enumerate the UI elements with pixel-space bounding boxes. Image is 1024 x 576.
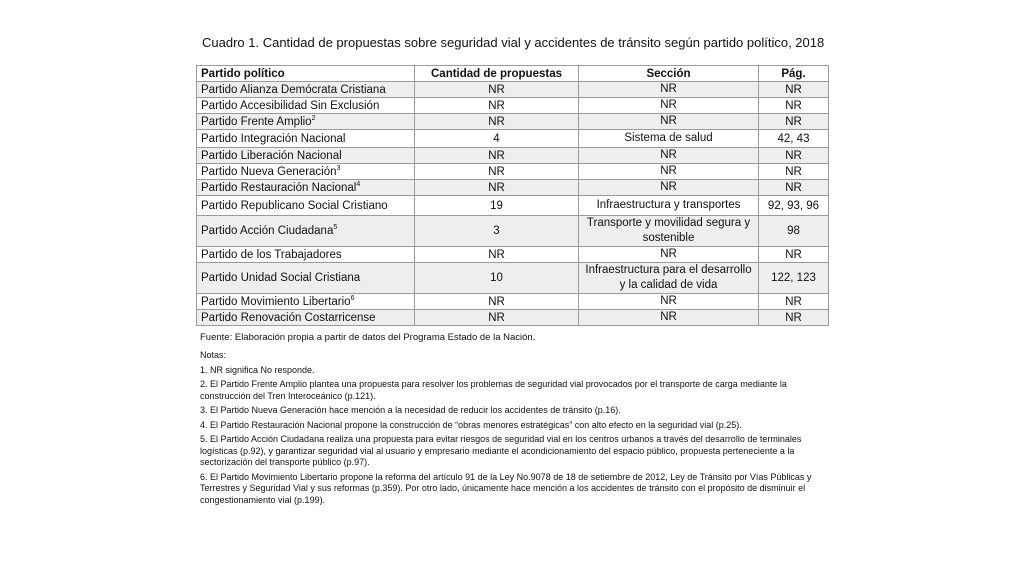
cell-party	[197, 164, 415, 180]
cell-count: NR	[415, 180, 579, 196]
footnote-marker: 3	[336, 164, 341, 172]
cell-section: Infraestructura para el desarrollo y la calidad de vida	[579, 263, 759, 294]
party-name: Partido Republicano Social Cristiano	[201, 199, 388, 212]
header-section: Sección	[579, 66, 759, 82]
cell-section: NR	[579, 310, 759, 326]
cell-page: NR	[759, 180, 829, 196]
cell-count: NR	[415, 164, 579, 180]
header-page: Pág.	[759, 66, 829, 82]
party-name: Partido Unidad Social Cristiana	[201, 272, 361, 284]
cell-party	[197, 98, 415, 114]
document	[196, 30, 828, 509]
cell-count: 4	[415, 130, 579, 148]
cell-section: NR	[579, 180, 759, 196]
party-name: Partido Nueva Generación	[201, 165, 337, 178]
cell-count: 10	[415, 263, 579, 294]
note-item: 1. NR significa No responde.	[200, 364, 315, 375]
cell-party	[197, 310, 415, 326]
cell-count: NR	[415, 148, 579, 164]
cell-section: NR	[579, 82, 759, 98]
cell-section: NR	[579, 148, 759, 164]
table-row	[197, 148, 829, 164]
proposals-table	[196, 65, 829, 326]
cell-count: NR	[415, 310, 579, 326]
note-item: 3. El Partido Nueva Generación hace mención a la necesidad de reducir los accidentes de tránsito (p.16).	[200, 405, 621, 415]
table-row	[197, 196, 829, 216]
notes-list	[200, 365, 828, 507]
header-count: Cantidad de propuestas	[415, 66, 579, 82]
cell-page: NR	[759, 98, 829, 114]
note-item: 4. El Partido Restauración Nacional propone la construcción de “obras menores estratégicas” con alto efecto en la seguridad vial (p.25).	[200, 419, 742, 430]
party-name: Partido Accesibilidad Sin Exclusión	[201, 99, 380, 112]
cell-page: NR	[759, 294, 829, 310]
cell-section: NR	[579, 114, 759, 130]
cell-page: NR	[759, 148, 829, 164]
party-name: Partido Alianza Demócrata Cristiana	[201, 83, 386, 96]
party-name: Partido Integración Nacional	[201, 132, 346, 145]
cell-section: NR	[579, 164, 759, 180]
cell-section: NR	[579, 247, 759, 263]
cell-page: NR	[759, 310, 829, 326]
cell-party	[197, 114, 415, 130]
cell-section: NR	[579, 294, 759, 310]
cell-party	[197, 82, 415, 98]
cell-page: NR	[759, 114, 829, 130]
table-row	[197, 130, 829, 148]
party-name: Partido Acción Ciudadana	[201, 225, 334, 237]
cell-page: NR	[759, 164, 829, 180]
cell-party	[197, 247, 415, 263]
cell-count: NR	[415, 82, 579, 98]
table-row	[197, 310, 829, 326]
table-row	[197, 114, 829, 130]
cell-page: 98	[759, 216, 829, 247]
party-name: Partido de los Trabajadores	[201, 248, 342, 261]
cell-party	[197, 294, 415, 310]
party-name: Partido Liberación Nacional	[201, 149, 342, 162]
table-row	[197, 263, 829, 294]
source-note: Fuente: Elaboración propia a partir de datos del Programa Estado de la Nación.	[200, 332, 536, 343]
cell-page: 42, 43	[759, 130, 829, 148]
cell-count: NR	[415, 247, 579, 263]
cell-party	[197, 196, 415, 216]
table-row	[197, 216, 829, 247]
header-party: Partido político	[197, 66, 415, 82]
table-header-row	[197, 66, 829, 82]
notes-section	[200, 350, 828, 506]
footnote-marker: 5	[333, 224, 338, 232]
cell-section: Sistema de salud	[579, 130, 759, 148]
cell-count: 3	[415, 216, 579, 247]
cell-count: NR	[415, 98, 579, 114]
cell-party	[197, 263, 415, 294]
cell-page: 122, 123	[759, 263, 829, 294]
footnote-marker: 4	[356, 180, 361, 188]
cell-page: 92, 93, 96	[759, 196, 829, 216]
cell-section: Infraestructura y transportes	[579, 196, 759, 216]
table-body	[197, 82, 829, 326]
table-row	[197, 180, 829, 196]
note-item: 2. El Partido Frente Amplio plantea una propuesta para resolver los problemas de seguridad vial provocados por el transporte de carga mediante la construcción del Tren Interoceánico (p.121).	[200, 379, 787, 401]
cell-page: NR	[759, 247, 829, 263]
cell-party	[197, 180, 415, 196]
note-item: 5. El Partido Acción Ciudadana realiza una propuesta para evitar riesgos de seguridad vial en los centros urbanos a través del desarrollo de terminales logísticas (p.92), y garantizar seguridad vial al usuario y empresario mediante el acondicionamiento del espacio público, propuesta perteneciente a la sectorización del transporte público (p.97).	[200, 434, 802, 467]
table-row	[197, 82, 829, 98]
note-item: 6. El Partido Movimiento Libertario propone la reforma del artículo 91 de la Ley No.9078 de 18 de setiembre de 2012, Ley de Tránsito por Vías Públicas y Terrestres y Seguridad Vial y sus reformas (p.359). Por otro lado, únicamente hace mención a los accidentes de tránsito con el propósito de disminuir el congestionamiento vial (p.199).	[200, 471, 812, 505]
cell-section: Transporte y movilidad segura y sostenible	[579, 216, 759, 247]
table-row	[197, 164, 829, 180]
cell-count: NR	[415, 294, 579, 310]
cell-party	[197, 148, 415, 164]
party-name: Partido Frente Amplio	[201, 115, 312, 128]
cell-party	[197, 130, 415, 148]
party-name: Partido Restauración Nacional	[201, 181, 357, 194]
cell-party	[197, 216, 415, 247]
cell-count: 19	[415, 196, 579, 216]
cell-section: NR	[579, 98, 759, 114]
table-row	[197, 98, 829, 114]
table-row	[197, 294, 829, 310]
party-name: Partido Movimiento Libertario	[201, 295, 351, 308]
footnote-marker: 6	[350, 294, 355, 302]
cell-page: NR	[759, 82, 829, 98]
party-name: Partido Renovación Costarricense	[201, 311, 376, 324]
footnote-marker: 2	[311, 114, 316, 122]
table-caption: Cuadro 1. Cantidad de propuestas sobre seguridad vial y accidentes de tránsito según partido político, 2018	[202, 35, 825, 50]
cell-count: NR	[415, 114, 579, 130]
table-row	[197, 247, 829, 263]
notes-heading: Notas:	[200, 350, 227, 360]
